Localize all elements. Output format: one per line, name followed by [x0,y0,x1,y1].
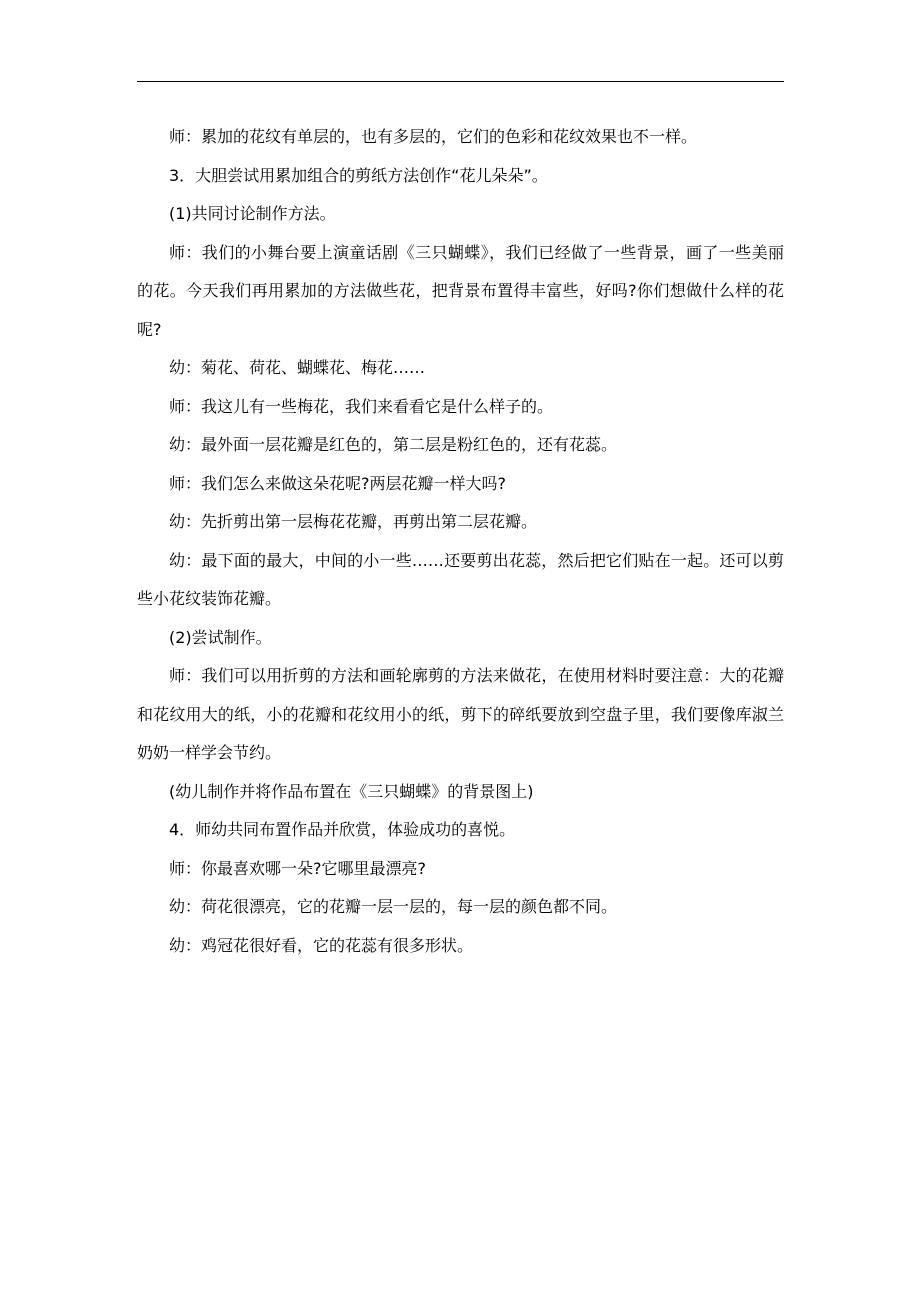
paragraph: 4．师幼共同布置作品并欣赏，体验成功的喜悦。 [169,820,516,839]
paragraph: 幼：荷花很漂亮，它的花瓣一层一层的，每一层的颜色都不同。 [169,897,618,916]
paragraph: 师：累加的花纹有单层的，也有多层的，它们的色彩和花纹效果也不一样。 [169,127,698,146]
paragraph: 幼：最下面的最大，中间的小一些……还要剪出花蕊，然后把它们贴在一起。还可以剪些小花纹装饰花瓣。 [137,550,784,608]
paragraph: 师：我们怎么来做这朵花呢?两层花瓣一样大吗? [169,473,506,493]
paragraph: 师：我们的小舞台要上演童话剧《三只蝴蝶》，我们已经做了一些背景，画了一些美丽的花。今天我们再用累加的方法做些花，把背景布置得丰富些，好吗?你们想做什么样的花呢? [137,242,784,339]
document-body [137,118,784,965]
paragraph: 师：你最喜欢哪一朵?它哪里最漂亮? [169,858,426,878]
paragraph: 师：我这儿有一些梅花，我们来看看它是什么样子的。 [169,396,554,416]
paragraph: (1)共同讨论制作方法。 [169,204,336,223]
paragraph: (幼儿制作并将作品布置在《三只蝴蝶》的背景图上) [169,781,534,801]
paragraph: 师：我们可以用折剪的方法和画轮廓剪的方法来做花，在使用材料时要注意：大的花瓣和花纹用大的纸，小的花瓣和花纹用小的纸，剪下的碎纸要放到空盘子里，我们要像库淑兰奶奶一样学会节约。 [137,666,784,762]
paragraph: (2)尝试制作。 [169,627,272,647]
paragraph: 3．大胆尝试用累加组合的剪纸方法创作“花儿朵朵”。 [169,165,548,185]
paragraph: 幼：鸡冠花很好看，它的花蕊有很多形状。 [169,935,474,955]
header-rule [137,81,784,82]
paragraph: 幼：最外面一层花瓣是红色的，第二层是粉红色的，还有花蕊。 [169,435,618,454]
paragraph: 幼：菊花、荷花、蝴蝶花、梅花…… [169,358,426,377]
paragraph: 幼：先折剪出第一层梅花花瓣，再剪出第二层花瓣。 [169,512,538,531]
